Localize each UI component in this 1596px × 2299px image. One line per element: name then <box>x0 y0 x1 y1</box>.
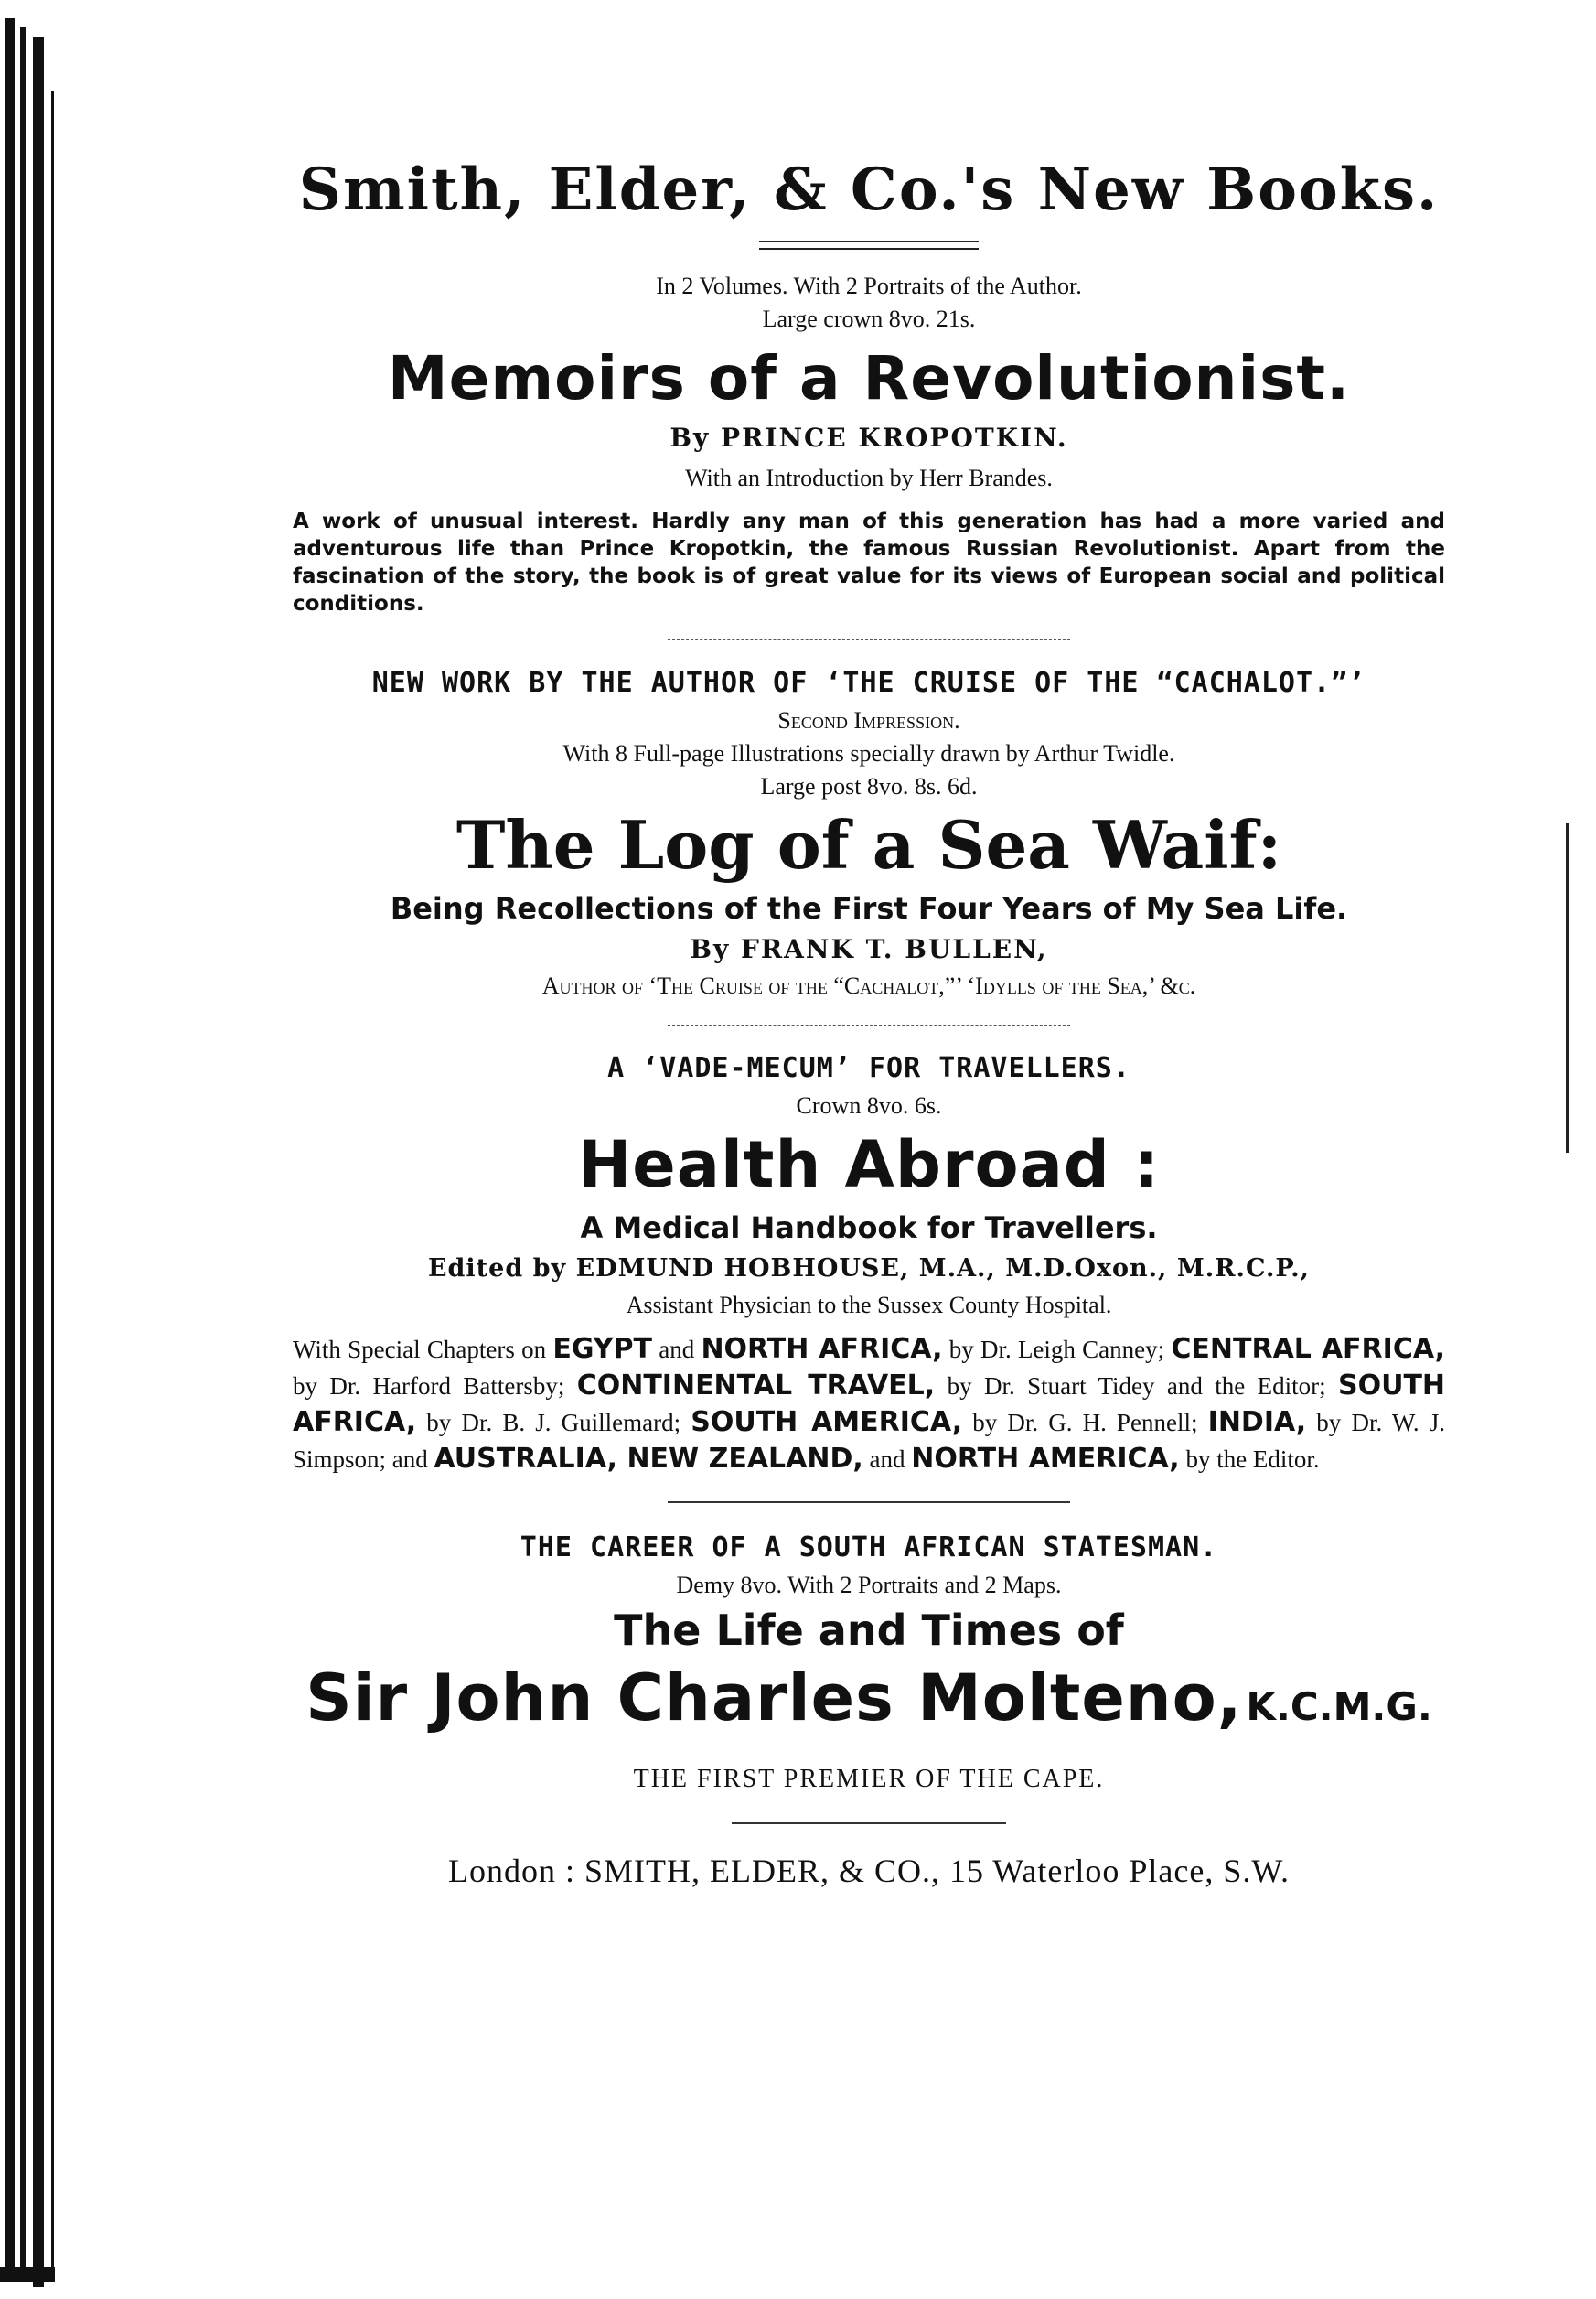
chapter-region-heading: EGYPT <box>552 1333 652 1365</box>
book2-illustrations: With 8 Full-page Illustrations specially drawn by Arthur Twidle. <box>562 740 1175 767</box>
page-content <box>293 128 1445 1894</box>
book4-title-honour: K.C.M.G. <box>1246 1684 1432 1729</box>
book3-editor: Edited by EDMUND HOBHOUSE, M.A., M.D.Oxon., M.R.C.P., <box>427 1254 1311 1283</box>
chapter-text: With Special Chapters on <box>293 1336 553 1363</box>
chapter-region-heading: NORTH AMERICA, <box>911 1443 1180 1475</box>
publisher-masthead: Smith, Elder, & Co.'s New Books. <box>298 156 1440 224</box>
book2-subtitle: Being Recollections of the First Four Years of My Sea Life. <box>390 891 1348 926</box>
binding-bar-middle <box>20 27 26 2269</box>
chapter-region-heading: SOUTH AFRICA, <box>293 1370 1446 1438</box>
section-divider-1 <box>668 639 1070 640</box>
masthead-double-rule <box>759 241 979 250</box>
book1-author-line <box>293 418 1445 458</box>
chapter-text: by Dr. B. J. Guillemard; <box>416 1409 691 1436</box>
book4-tagline: THE FIRST PREMIER OF THE CAPE. <box>633 1765 1105 1793</box>
section-divider-2 <box>668 1025 1070 1026</box>
book-kropotkin <box>293 270 1445 618</box>
book3-format: Crown 8vo. 6s. <box>796 1092 942 1119</box>
book-bullen <box>293 662 1445 1003</box>
book4-format: Demy 8vo. With 2 Portraits and 2 Maps. <box>676 1572 1062 1598</box>
binding-bar-inner <box>33 37 44 2287</box>
chapter-text: by Dr. W. J. Simpson; and <box>293 1409 1445 1473</box>
book-hobhouse <box>293 1047 1445 1477</box>
chapter-region-heading: CENTRAL AFRICA, <box>1171 1333 1446 1365</box>
book1-intro: With an Introduction by Herr Brandes. <box>685 465 1053 491</box>
book3-special-chapters <box>293 1331 1445 1477</box>
book2-format: Large post 8vo. 8s. 6d. <box>760 773 978 800</box>
book4-title-line2-wrap <box>293 1659 1445 1760</box>
chapter-text: by Dr. G. H. Pennell; <box>962 1409 1208 1436</box>
book4-heading: THE CAREER OF A SOUTH AFRICAN STATESMAN. <box>520 1531 1218 1563</box>
section-divider-3 <box>668 1501 1070 1503</box>
book4-title-line2: Sir John Charles Molteno, <box>305 1660 1243 1735</box>
right-edge-mark <box>1566 823 1569 1153</box>
book2-title: The Log of a Sea Waif: <box>455 806 1282 884</box>
chapter-text: by Dr. Stuart Tidey and the Editor; <box>935 1372 1338 1400</box>
chapter-region-heading: NORTH AFRICA, <box>701 1333 943 1365</box>
book2-heading: NEW WORK BY THE AUTHOR OF ‘THE CRUISE OF THE “CACHALOT.”’ <box>371 667 1366 699</box>
book2-impression: Second Impression. <box>777 707 960 734</box>
book1-author: PRINCE KROPOTKIN. <box>721 423 1068 453</box>
chapter-text: by Dr. Harford Battersby; <box>293 1372 577 1400</box>
chapter-region-heading: SOUTH AMERICA, <box>691 1406 963 1438</box>
chapter-text: and <box>862 1445 912 1473</box>
book-molteno <box>293 1527 1445 1799</box>
book4-title-line1: The Life and Times of <box>614 1606 1124 1655</box>
binding-foot <box>0 2267 55 2282</box>
book1-volumes: In 2 Volumes. With 2 Portraits of the Author. <box>656 273 1082 299</box>
chapter-text: by Dr. Leigh Canney; <box>942 1336 1172 1363</box>
chapter-region-heading: AUSTRALIA, NEW ZEALAND, <box>434 1443 863 1475</box>
book2-author-works: Author of ‘The Cruise of the “Cachalot,”’ ‘Idylls of the Sea,’ &c. <box>541 972 1196 999</box>
book1-author-prefix: By <box>669 423 711 453</box>
chapter-text: and <box>651 1336 702 1363</box>
binding-bar-outer <box>5 18 15 2278</box>
book3-subtitle: A Medical Handbook for Travellers. <box>580 1210 1158 1245</box>
chapter-region-heading: CONTINENTAL TRAVEL, <box>576 1370 936 1402</box>
book1-format: Large crown 8vo. 21s. <box>762 306 976 332</box>
book3-editor-role: Assistant Physician to the Sussex County Hospital. <box>626 1292 1112 1318</box>
book3-heading: A ‘VADE-MECUM’ FOR TRAVELLERS. <box>607 1052 1130 1084</box>
book3-title: Health Abroad : <box>577 1127 1161 1202</box>
book2-author: By FRANK T. BULLEN, <box>690 934 1048 964</box>
binding-bar-thin <box>51 91 54 2269</box>
chapter-text: by the Editor. <box>1179 1445 1320 1473</box>
book1-title: Memoirs of a Revolutionist. <box>387 343 1351 414</box>
footer-rule <box>732 1822 1006 1824</box>
publisher-address: London : SMITH, ELDER, & CO., 15 Waterloo Place, S.W. <box>447 1853 1291 1889</box>
chapter-region-heading: INDIA, <box>1207 1406 1307 1438</box>
book1-description: A work of unusual interest. Hardly any man of this generation has had a more varied and adventurous life than Prince Kropotkin, the famous Russian Revolutionist. Apart from the fascination of the story, the book is of great value for its views of European social and political conditions. <box>293 510 1445 616</box>
binding-edge <box>0 0 73 2299</box>
